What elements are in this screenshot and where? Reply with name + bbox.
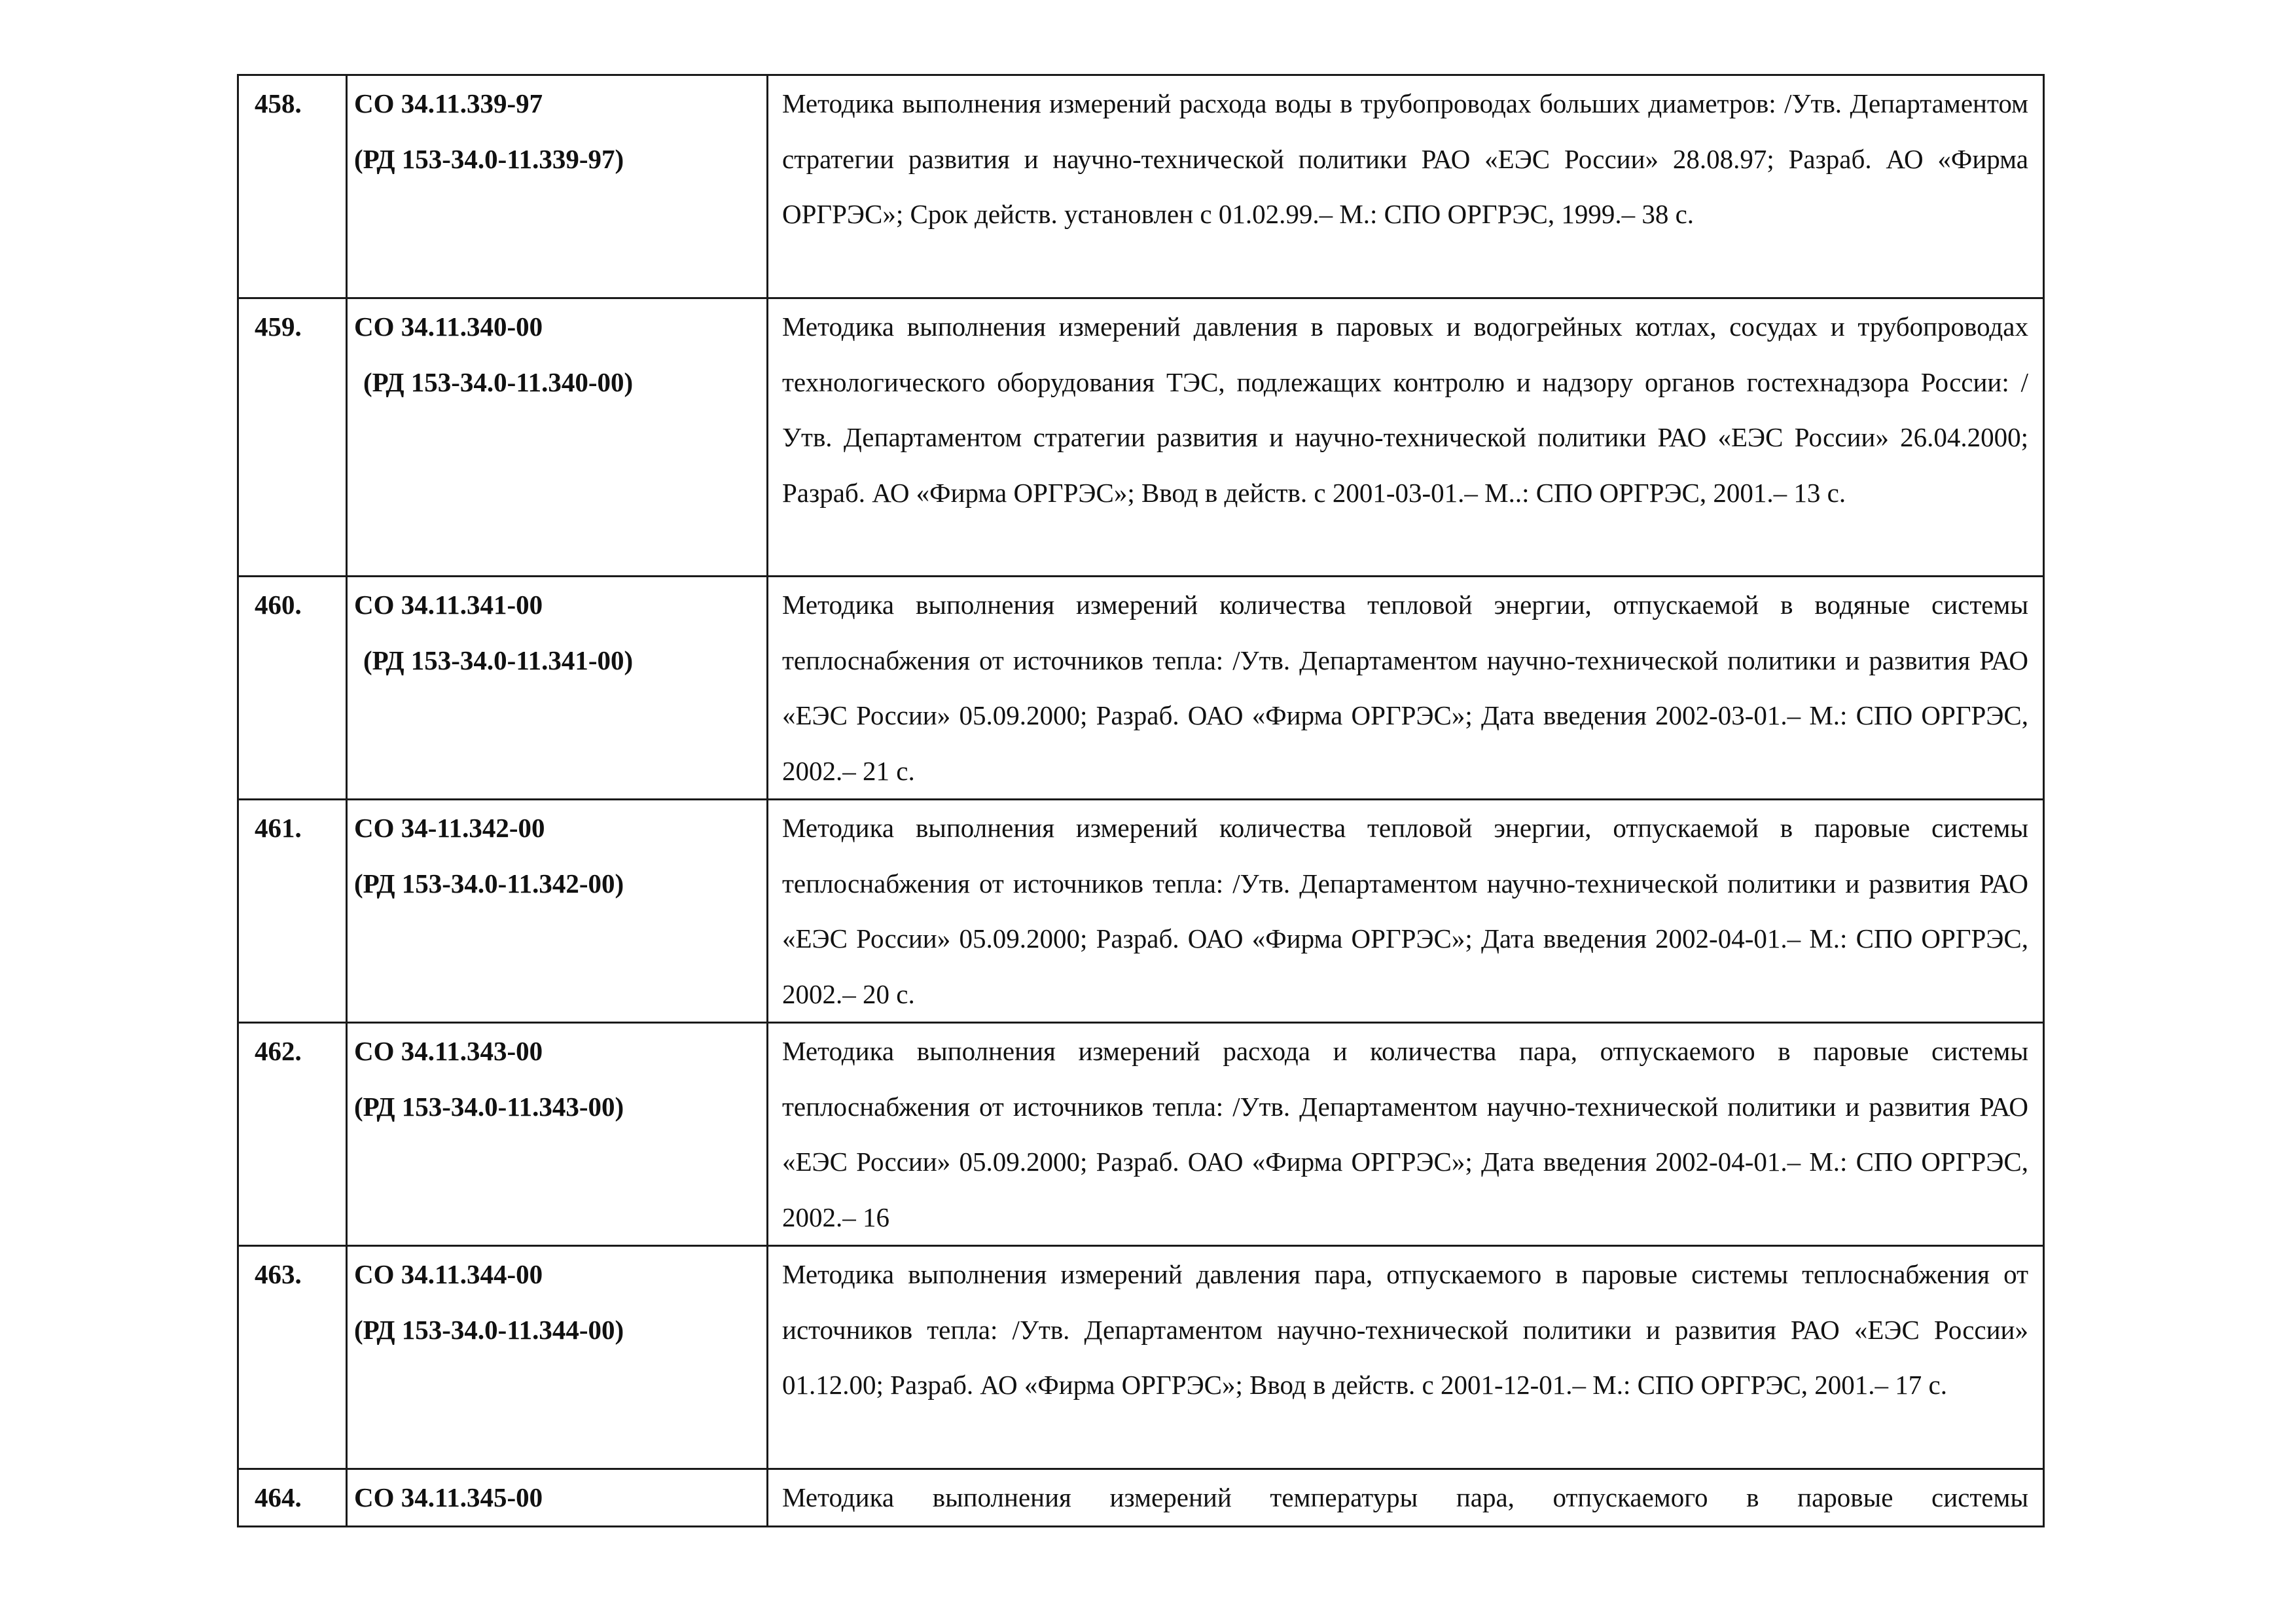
table-row xyxy=(238,75,2044,298)
table-row xyxy=(238,1469,2044,1527)
table-row xyxy=(238,1246,2044,1469)
entry-description: Методика выполнения измерений количества тепловой энергии, отпускаемой в паровые системы теплоснабжения от источников тепла: /Утв. Департаментом научно-технической политики и развития РАО «ЕЭС России» 05.09.2000; Разраб. ОАО «Фирма ОРГРЭС»; Дата введения 2002-04-01.– М.: СПО ОРГРЭС, 2002.– 20 с. xyxy=(768,800,2044,1023)
entry-number: 464. xyxy=(238,1469,347,1527)
entry-code-cell xyxy=(347,298,768,577)
entry-number: 461. xyxy=(238,800,347,1023)
so-code: СО 34.11.344-00 xyxy=(354,1259,543,1289)
rd-code: (РД 153-34.0-11.342-00) xyxy=(354,868,624,899)
so-code: СО 34-11.342-00 xyxy=(354,813,545,843)
entry-number: 460. xyxy=(238,577,347,800)
table-row xyxy=(238,1023,2044,1246)
standards-registry-table xyxy=(237,74,2045,1527)
rd-code: (РД 153-34.0-11.339-97) xyxy=(354,143,624,174)
entry-number: 459. xyxy=(238,298,347,577)
entry-code-cell xyxy=(347,1246,768,1469)
entry-description: Методика выполнения измерений расхода и количества пара, отпускаемого в паровые системы теплоснабжения от источников тепла: /Утв. Департаментом научно-технической политики и развития РАО «ЕЭС России» 05.09.2000; Разраб. ОАО «Фирма ОРГРЭС»; Дата введения 2002-04-01.– М.: СПО ОРГРЭС, 2002.– 16 xyxy=(768,1023,2044,1246)
rd-code: (РД 153-34.0-11.341-00) xyxy=(363,645,634,675)
entry-code-cell xyxy=(347,577,768,800)
entry-description: Методика выполнения измерений давления в паровых и водогрейных котлах, сосудах и трубопроводах технологического оборудования ТЭС, подлежащих контролю и надзору органов гостехнадзора России: /Утв. Департаментом стратегии развития и научно-технической политики РАО «ЕЭС России» 26.04.2000; Разраб. АО «Фирма ОРГРЭС»; Ввод в действ. с 2001-03-01.– М..: СПО ОРГРЭС, 2001.– 13 с. xyxy=(768,298,2044,577)
table-row xyxy=(238,577,2044,800)
entry-code-cell xyxy=(347,1023,768,1246)
entry-number: 463. xyxy=(238,1246,347,1469)
rd-code: (РД 153-34.0-11.343-00) xyxy=(354,1091,624,1122)
entry-description: Методика выполнения измерений расхода воды в трубопроводах больших диаметров: /Утв. Департаментом стратегии развития и научно-технической политики РАО «ЕЭС России» 28.08.97; Разраб. АО «Фирма ОРГРЭС»; Срок действ. установлен с 01.02.99.– М.: СПО ОРГРЭС, 1999.– 38 с. xyxy=(768,75,2044,298)
entry-number: 462. xyxy=(238,1023,347,1246)
entry-code-cell xyxy=(347,800,768,1023)
so-code: СО 34.11.343-00 xyxy=(354,1036,543,1066)
rd-code: (РД 153-34.0-11.340-00) xyxy=(363,366,634,397)
so-code: СО 34.11.341-00 xyxy=(354,590,543,620)
entry-number: 458. xyxy=(238,75,347,298)
so-code: СО 34.11.345-00 xyxy=(354,1482,543,1512)
table-row xyxy=(238,800,2044,1023)
entry-description: Методика выполнения измерений количества тепловой энергии, отпускаемой в водяные системы теплоснабжения от источников тепла: /Утв. Департаментом научно-технической политики и развития РАО «ЕЭС России» 05.09.2000; Разраб. ОАО «Фирма ОРГРЭС»; Дата введения 2002-03-01.– М.: СПО ОРГРЭС, 2002.– 21 с. xyxy=(768,577,2044,800)
rd-code: (РД 153-34.0-11.344-00) xyxy=(354,1314,624,1345)
table-row xyxy=(238,298,2044,577)
entry-code-cell xyxy=(347,1469,768,1527)
entry-description: Методика выполнения измерений давления пара, отпускаемого в паровые системы теплоснабжения от источников тепла: /Утв. Департаментом научно-технической политики и развития РАО «ЕЭС России» 01.12.00; Разраб. АО «Фирма ОРГРЭС»; Ввод в действ. с 2001-12-01.– М.: СПО ОРГРЭС, 2001.– 17 с. xyxy=(768,1246,2044,1469)
entry-code-cell xyxy=(347,75,768,298)
so-code: СО 34.11.339-97 xyxy=(354,88,543,118)
so-code: СО 34.11.340-00 xyxy=(354,312,543,342)
entry-description: Методика выполнения измерений температуры пара, отпускаемого в паровые системы xyxy=(768,1469,2044,1527)
